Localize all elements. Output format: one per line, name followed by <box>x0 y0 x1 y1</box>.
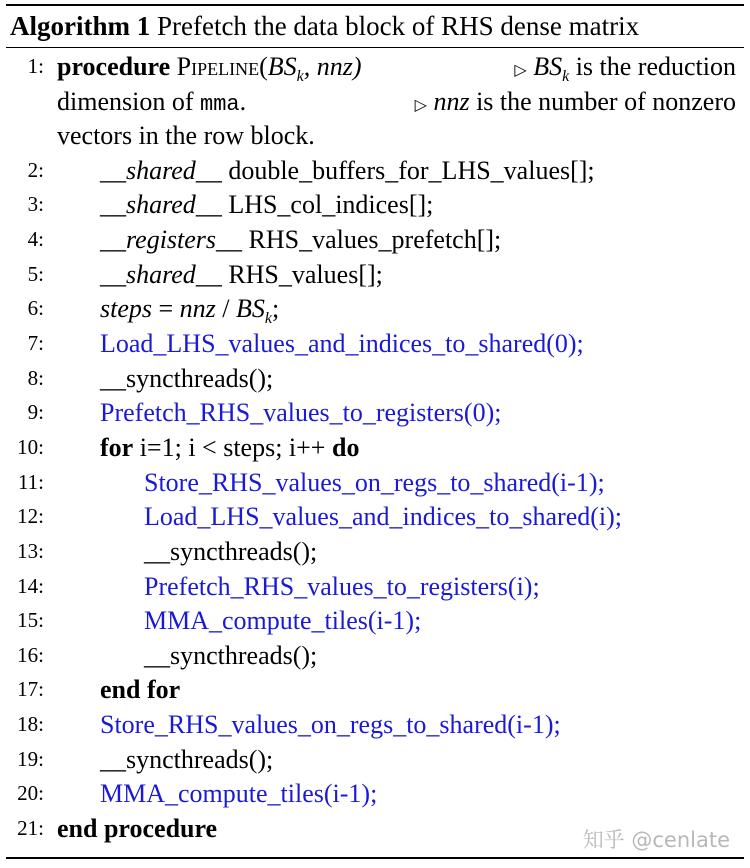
algo-line-5 <box>0 257 750 292</box>
qualifier: registers <box>126 225 217 254</box>
line-number: 2: <box>27 158 44 182</box>
line-number: 7: <box>27 331 44 355</box>
op-divide: / <box>215 294 237 323</box>
var-bs: BS <box>236 294 265 323</box>
algo-line-20 <box>0 776 750 811</box>
code-text <box>100 430 736 465</box>
line-number: 20: <box>17 781 44 805</box>
line-number: 18: <box>17 712 44 736</box>
algo-line-1 <box>0 49 750 84</box>
comment-bs-sub: k <box>562 68 570 86</box>
args-rest: , nnz) <box>303 52 362 81</box>
for-keyword: for <box>100 433 134 462</box>
declaration: __ RHS_values[]; <box>195 260 383 289</box>
algo-line-7 <box>0 326 750 361</box>
comment-triangle-icon: ▷ <box>414 97 427 114</box>
algo-line-2 <box>0 153 750 188</box>
var-bs-sub: k <box>264 310 273 328</box>
algo-line-9 <box>0 395 750 430</box>
caption-text: Prefetch the data block of RHS dense matrix <box>156 11 640 41</box>
underscore-pre: __ <box>100 225 126 254</box>
line-number: 4: <box>27 227 44 251</box>
comment-bs-text: is the reduction <box>575 52 736 81</box>
qualifier: shared <box>126 260 196 289</box>
code-text: Prefetch_RHS_values_to_registers(i); <box>144 572 540 601</box>
var-steps: steps <box>100 294 152 323</box>
algo-line-12 <box>0 499 750 534</box>
underscore-pre: __ <box>100 156 126 185</box>
watermark: 知乎 @cenlate <box>582 828 730 852</box>
line-number: 14: <box>17 574 44 598</box>
line-number: 19: <box>17 747 44 771</box>
code-text: MMA_compute_tiles(i-1); <box>100 779 378 808</box>
continuation-text: dimension of <box>57 87 194 116</box>
comment-nnz-continuation: vectors in the row block. <box>57 121 315 150</box>
comment-nnz-text: is the number of nonzero <box>476 87 736 116</box>
line-number: 8: <box>27 366 44 390</box>
code-text: __syncthreads(); <box>100 364 274 393</box>
code-text <box>100 257 736 292</box>
declaration: __ LHS_col_indices[]; <box>195 190 434 219</box>
underscore-pre: __ <box>100 190 126 219</box>
declaration: __ RHS_values_prefetch[]; <box>216 225 502 254</box>
code-text: __syncthreads(); <box>144 641 318 670</box>
algorithm-caption <box>10 8 639 44</box>
end-procedure-keyword: end procedure <box>57 814 218 843</box>
qualifier: shared <box>126 190 196 219</box>
algo-line-1c <box>0 118 750 153</box>
comment-triangle-icon: ▷ <box>514 62 527 79</box>
algo-line-4 <box>0 222 750 257</box>
line-number: 21: <box>17 816 44 840</box>
line-number: 6: <box>27 296 44 320</box>
code-text: Load_LHS_values_and_indices_to_shared(i); <box>144 502 622 531</box>
args-open: ( <box>259 52 268 81</box>
comment-bs-math: BS <box>533 52 563 81</box>
algo-line-19 <box>0 742 750 777</box>
algo-line-10 <box>0 430 750 465</box>
bottom-rule <box>6 857 744 859</box>
op-equals: = <box>152 294 180 323</box>
algo-line-13 <box>0 534 750 569</box>
algo-line-1b <box>0 84 750 119</box>
do-keyword: do <box>331 433 360 462</box>
code-text <box>100 222 736 257</box>
loop-header: i=1; i < steps; i++ <box>139 433 326 462</box>
caption-label: Algorithm 1 <box>10 11 151 41</box>
continuation-dot: . <box>239 87 247 116</box>
declaration: __ double_buffers_for_LHS_values[]; <box>195 156 595 185</box>
end-for-keyword: end for <box>100 675 181 704</box>
algo-line-14 <box>0 569 750 604</box>
qualifier: shared <box>126 156 196 185</box>
mma-mono: mma <box>200 92 240 117</box>
algo-line-15 <box>0 603 750 638</box>
line-number: 9: <box>27 400 44 424</box>
algo-line-6 <box>0 291 750 326</box>
algo-line-11 <box>0 465 750 500</box>
code-text: __syncthreads(); <box>144 537 318 566</box>
semicolon: ; <box>272 294 280 323</box>
line-number: 12: <box>17 504 44 528</box>
code-text: __syncthreads(); <box>100 745 274 774</box>
code-text <box>100 187 736 222</box>
arg-bs-sub: k <box>296 68 304 86</box>
procedure-keyword: procedure <box>57 52 171 81</box>
code-text: Store_RHS_values_on_regs_to_shared(i-1); <box>100 710 561 739</box>
code-text <box>100 153 736 188</box>
underscore-pre: __ <box>100 260 126 289</box>
algo-line-16 <box>0 638 750 673</box>
line-number: 15: <box>17 608 44 632</box>
caption-rule <box>6 47 744 48</box>
algo-line-8 <box>0 361 750 396</box>
comment-nnz-math: nnz <box>433 87 470 116</box>
procedure-name: Pipeline <box>176 52 260 81</box>
algo-line-3 <box>0 187 750 222</box>
algo-line-18 <box>0 707 750 742</box>
code-text: Store_RHS_values_on_regs_to_shared(i-1); <box>144 468 605 497</box>
code-text: MMA_compute_tiles(i-1); <box>144 606 422 635</box>
line-number: 5: <box>27 262 44 286</box>
top-rule <box>6 4 744 6</box>
code-text: Load_LHS_values_and_indices_to_shared(0); <box>100 329 584 358</box>
code-text: Prefetch_RHS_values_to_registers(0); <box>100 398 502 427</box>
line-number: 11: <box>17 470 44 494</box>
line-number: 13: <box>17 539 44 563</box>
line-number: 3: <box>27 192 44 216</box>
line-number: 10: <box>17 435 44 459</box>
var-nnz: nnz <box>179 294 216 323</box>
line-number: 1: <box>27 54 44 78</box>
line-number: 17: <box>17 677 44 701</box>
line-number: 16: <box>17 643 44 667</box>
arg-bs: BS <box>267 52 297 81</box>
algo-line-17 <box>0 672 750 707</box>
